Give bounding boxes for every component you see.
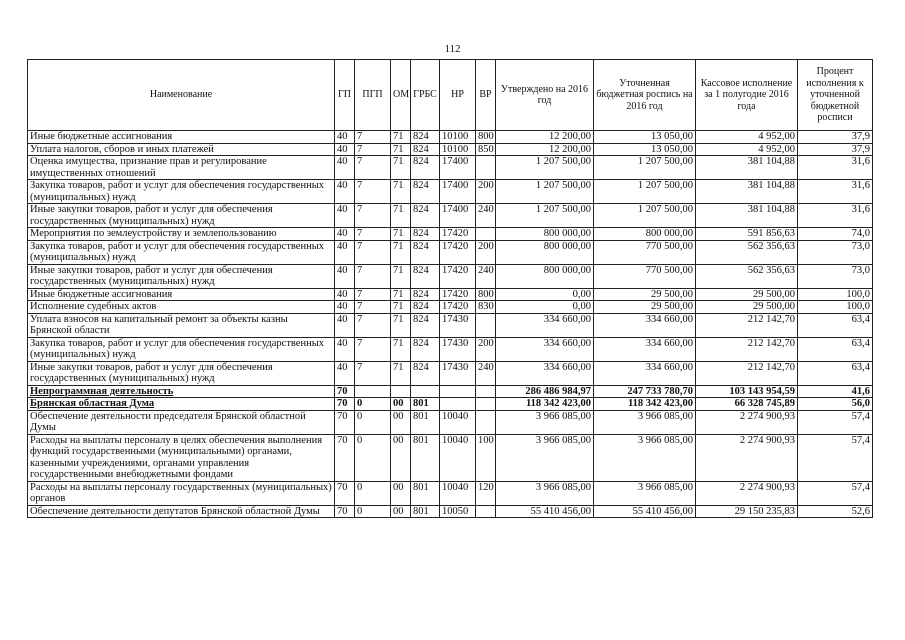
cell-om: 71	[391, 156, 411, 180]
cell-percent: 63,4	[798, 361, 873, 385]
budget-table	[27, 59, 873, 518]
table-row	[28, 180, 873, 204]
cell-vr	[476, 505, 496, 518]
cell-cash: 212 142,70	[696, 361, 798, 385]
cell-np: 17400	[440, 204, 476, 228]
cell-gp: 70	[335, 385, 355, 398]
cell-refined: 3 966 085,00	[594, 481, 696, 505]
cell-grbs: 801	[411, 481, 440, 505]
table-row	[28, 410, 873, 434]
cell-refined: 55 410 456,00	[594, 505, 696, 518]
cell-np: 10050	[440, 505, 476, 518]
cell-approved: 12 200,00	[496, 131, 594, 144]
cell-np: 17420	[440, 228, 476, 241]
cell-name: Мероприятия по землеустройству и землепользованию	[28, 228, 335, 241]
table-row	[28, 337, 873, 361]
cell-name: Непрограммная деятельность	[28, 385, 335, 398]
cell-grbs: 824	[411, 240, 440, 264]
cell-percent: 73,0	[798, 264, 873, 288]
cell-approved: 0,00	[496, 288, 594, 301]
table-row	[28, 288, 873, 301]
cell-np: 17420	[440, 301, 476, 314]
cell-name: Уплата взносов на капитальный ремонт за объекты казны Брянской области	[28, 313, 335, 337]
cell-np	[440, 385, 476, 398]
table-row	[28, 505, 873, 518]
cell-om: 00	[391, 398, 411, 411]
cell-name: Брянская областная Дума	[28, 398, 335, 411]
cell-om: 71	[391, 288, 411, 301]
cell-refined: 3 966 085,00	[594, 434, 696, 481]
cell-ppgp: 7	[355, 288, 391, 301]
cell-refined: 118 342 423,00	[594, 398, 696, 411]
cell-ppgp: 7	[355, 337, 391, 361]
cell-ppgp: 7	[355, 264, 391, 288]
cell-refined: 334 660,00	[594, 361, 696, 385]
table-row	[28, 131, 873, 144]
cell-name: Иные бюджетные ассигнования	[28, 131, 335, 144]
cell-vr: 240	[476, 361, 496, 385]
cell-gp: 70	[335, 410, 355, 434]
cell-np: 17400	[440, 180, 476, 204]
cell-np: 10040	[440, 410, 476, 434]
cell-np: 17400	[440, 156, 476, 180]
table-row	[28, 361, 873, 385]
cell-gp: 40	[335, 143, 355, 156]
cell-cash: 4 952,00	[696, 131, 798, 144]
cell-ppgp: 7	[355, 180, 391, 204]
cell-name: Уплата налогов, сборов и иных платежей	[28, 143, 335, 156]
table-row	[28, 264, 873, 288]
cell-grbs: 801	[411, 410, 440, 434]
cell-cash: 29 150 235,83	[696, 505, 798, 518]
cell-grbs: 801	[411, 398, 440, 411]
cell-ppgp: 7	[355, 204, 391, 228]
cell-np: 17420	[440, 288, 476, 301]
cell-np: 17430	[440, 361, 476, 385]
cell-refined: 29 500,00	[594, 301, 696, 314]
cell-om: 00	[391, 505, 411, 518]
cell-vr: 240	[476, 204, 496, 228]
cell-np: 10040	[440, 481, 476, 505]
cell-refined: 1 207 500,00	[594, 156, 696, 180]
cell-cash: 381 104,88	[696, 180, 798, 204]
header-gp: ГП	[335, 60, 355, 131]
cell-approved: 1 207 500,00	[496, 180, 594, 204]
cell-approved: 3 966 085,00	[496, 434, 594, 481]
cell-refined: 247 733 780,70	[594, 385, 696, 398]
cell-name: Иные закупки товаров, работ и услуг для обеспечения государственных (муниципальных) нужд	[28, 204, 335, 228]
cell-om: 71	[391, 301, 411, 314]
cell-approved: 55 410 456,00	[496, 505, 594, 518]
cell-cash: 29 500,00	[696, 301, 798, 314]
cell-ppgp: 0	[355, 434, 391, 481]
cell-om: 00	[391, 410, 411, 434]
cell-grbs: 824	[411, 337, 440, 361]
cell-gp: 40	[335, 180, 355, 204]
cell-om: 71	[391, 264, 411, 288]
cell-cash: 103 143 954,59	[696, 385, 798, 398]
cell-cash: 212 142,70	[696, 337, 798, 361]
cell-name: Закупка товаров, работ и услуг для обеспечения государственных (муниципальных) нужд	[28, 240, 335, 264]
cell-cash: 212 142,70	[696, 313, 798, 337]
header-cash: Кассовое исполнение за 1 полугодие 2016 года	[696, 60, 798, 131]
table-row	[28, 301, 873, 314]
cell-approved: 1 207 500,00	[496, 204, 594, 228]
cell-refined: 13 050,00	[594, 131, 696, 144]
cell-refined: 334 660,00	[594, 313, 696, 337]
cell-gp: 40	[335, 337, 355, 361]
cell-cash: 381 104,88	[696, 156, 798, 180]
cell-refined: 1 207 500,00	[594, 204, 696, 228]
cell-percent: 73,0	[798, 240, 873, 264]
cell-om: 71	[391, 143, 411, 156]
cell-percent: 57,4	[798, 481, 873, 505]
cell-cash: 66 328 745,89	[696, 398, 798, 411]
cell-refined: 800 000,00	[594, 228, 696, 241]
cell-gp: 40	[335, 204, 355, 228]
cell-percent: 37,9	[798, 143, 873, 156]
cell-gp: 40	[335, 288, 355, 301]
cell-name: Закупка товаров, работ и услуг для обеспечения государственных (муниципальных) нужд	[28, 337, 335, 361]
cell-approved: 0,00	[496, 301, 594, 314]
cell-name: Иные закупки товаров, работ и услуг для обеспечения государственных (муниципальных) нужд	[28, 264, 335, 288]
cell-percent: 56,0	[798, 398, 873, 411]
cell-percent: 37,9	[798, 131, 873, 144]
cell-np: 17430	[440, 337, 476, 361]
cell-name: Закупка товаров, работ и услуг для обеспечения государственных (муниципальных) нужд	[28, 180, 335, 204]
cell-ppgp: 0	[355, 398, 391, 411]
cell-grbs: 824	[411, 204, 440, 228]
cell-ppgp: 7	[355, 301, 391, 314]
cell-refined: 770 500,00	[594, 240, 696, 264]
cell-om: 71	[391, 240, 411, 264]
header-percent: Процент исполнения к уточненной бюджетной росписи	[798, 60, 873, 131]
cell-gp: 40	[335, 264, 355, 288]
cell-vr	[476, 313, 496, 337]
cell-name: Исполнение судебных актов	[28, 301, 335, 314]
cell-om: 71	[391, 204, 411, 228]
cell-grbs: 824	[411, 228, 440, 241]
cell-vr: 200	[476, 180, 496, 204]
cell-grbs: 824	[411, 288, 440, 301]
header-np: НР	[440, 60, 476, 131]
cell-percent: 31,6	[798, 156, 873, 180]
cell-om: 71	[391, 131, 411, 144]
cell-approved: 286 486 984,97	[496, 385, 594, 398]
cell-gp: 40	[335, 313, 355, 337]
cell-np	[440, 398, 476, 411]
header-om: ОМ	[391, 60, 411, 131]
page-number: 112	[444, 43, 461, 55]
cell-name: Иные бюджетные ассигнования	[28, 288, 335, 301]
cell-vr: 200	[476, 240, 496, 264]
cell-gp: 40	[335, 156, 355, 180]
header-grbs: ГРБС	[411, 60, 440, 131]
cell-vr: 830	[476, 301, 496, 314]
table-body	[28, 131, 873, 518]
cell-np: 17420	[440, 264, 476, 288]
cell-gp: 70	[335, 505, 355, 518]
cell-ppgp: 0	[355, 410, 391, 434]
table-row	[28, 385, 873, 398]
cell-name: Расходы на выплаты персоналу в целях обеспечения выполнения функций государственными (муниципальными) органами, казенными учреждениями, органами управления государственными внебюджетными фондами	[28, 434, 335, 481]
cell-ppgp: 7	[355, 143, 391, 156]
header-row	[28, 60, 873, 131]
cell-vr: 200	[476, 337, 496, 361]
cell-cash: 562 356,63	[696, 264, 798, 288]
cell-grbs: 824	[411, 313, 440, 337]
cell-vr: 100	[476, 434, 496, 481]
cell-refined: 13 050,00	[594, 143, 696, 156]
cell-name: Обеспечение деятельности председателя Брянской областной Думы	[28, 410, 335, 434]
cell-np: 10100	[440, 143, 476, 156]
table-row	[28, 434, 873, 481]
cell-grbs: 824	[411, 131, 440, 144]
cell-refined: 1 207 500,00	[594, 180, 696, 204]
header-refined: Уточненная бюджетная роспись на 2016 год	[594, 60, 696, 131]
cell-percent: 31,6	[798, 180, 873, 204]
cell-cash: 591 856,63	[696, 228, 798, 241]
cell-vr	[476, 228, 496, 241]
cell-approved: 3 966 085,00	[496, 410, 594, 434]
cell-vr: 800	[476, 288, 496, 301]
cell-percent: 63,4	[798, 313, 873, 337]
cell-gp: 40	[335, 361, 355, 385]
cell-vr: 120	[476, 481, 496, 505]
cell-gp: 70	[335, 398, 355, 411]
table-row	[28, 398, 873, 411]
cell-grbs: 801	[411, 434, 440, 481]
cell-name: Обеспечение деятельности депутатов Брянской областной Думы	[28, 505, 335, 518]
cell-vr	[476, 410, 496, 434]
cell-om: 71	[391, 228, 411, 241]
cell-gp: 40	[335, 228, 355, 241]
header-approved: Утверждено на 2016 год	[496, 60, 594, 131]
cell-grbs: 824	[411, 143, 440, 156]
cell-approved: 800 000,00	[496, 240, 594, 264]
cell-percent: 74,0	[798, 228, 873, 241]
cell-percent: 52,6	[798, 505, 873, 518]
cell-cash: 2 274 900,93	[696, 434, 798, 481]
cell-cash: 562 356,63	[696, 240, 798, 264]
cell-percent: 63,4	[798, 337, 873, 361]
cell-om: 71	[391, 313, 411, 337]
cell-approved: 12 200,00	[496, 143, 594, 156]
cell-ppgp	[355, 385, 391, 398]
cell-np: 17430	[440, 313, 476, 337]
cell-ppgp: 7	[355, 228, 391, 241]
cell-gp: 70	[335, 481, 355, 505]
cell-percent: 57,4	[798, 410, 873, 434]
header-vr: ВР	[476, 60, 496, 131]
cell-gp: 40	[335, 131, 355, 144]
cell-vr: 800	[476, 131, 496, 144]
cell-np: 17420	[440, 240, 476, 264]
cell-approved: 334 660,00	[496, 361, 594, 385]
cell-grbs: 824	[411, 301, 440, 314]
table-row	[28, 143, 873, 156]
cell-vr: 850	[476, 143, 496, 156]
table-row	[28, 240, 873, 264]
cell-cash: 381 104,88	[696, 204, 798, 228]
cell-cash: 29 500,00	[696, 288, 798, 301]
cell-ppgp: 7	[355, 240, 391, 264]
cell-np: 10040	[440, 434, 476, 481]
cell-np: 10100	[440, 131, 476, 144]
cell-vr	[476, 156, 496, 180]
cell-approved: 334 660,00	[496, 337, 594, 361]
cell-vr	[476, 398, 496, 411]
cell-vr	[476, 385, 496, 398]
cell-approved: 3 966 085,00	[496, 481, 594, 505]
table-row	[28, 313, 873, 337]
table-row	[28, 481, 873, 505]
cell-grbs: 824	[411, 361, 440, 385]
cell-refined: 770 500,00	[594, 264, 696, 288]
cell-refined: 29 500,00	[594, 288, 696, 301]
cell-percent: 100,0	[798, 288, 873, 301]
cell-approved: 800 000,00	[496, 228, 594, 241]
cell-om: 00	[391, 481, 411, 505]
cell-ppgp: 0	[355, 481, 391, 505]
cell-grbs: 801	[411, 505, 440, 518]
header-ppgp: ПГП	[355, 60, 391, 131]
cell-om	[391, 385, 411, 398]
cell-om: 71	[391, 337, 411, 361]
cell-om: 00	[391, 434, 411, 481]
cell-grbs: 824	[411, 264, 440, 288]
cell-percent: 57,4	[798, 434, 873, 481]
cell-approved: 1 207 500,00	[496, 156, 594, 180]
cell-cash: 2 274 900,93	[696, 481, 798, 505]
cell-ppgp: 7	[355, 131, 391, 144]
cell-grbs: 824	[411, 156, 440, 180]
cell-om: 71	[391, 361, 411, 385]
cell-cash: 2 274 900,93	[696, 410, 798, 434]
cell-gp: 40	[335, 240, 355, 264]
cell-vr: 240	[476, 264, 496, 288]
cell-percent: 31,6	[798, 204, 873, 228]
cell-percent: 100,0	[798, 301, 873, 314]
cell-grbs: 824	[411, 180, 440, 204]
cell-gp: 70	[335, 434, 355, 481]
cell-gp: 40	[335, 301, 355, 314]
cell-ppgp: 7	[355, 313, 391, 337]
cell-name: Иные закупки товаров, работ и услуг для обеспечения государственных (муниципальных) нужд	[28, 361, 335, 385]
cell-ppgp: 7	[355, 361, 391, 385]
header-name: Наименование	[28, 60, 335, 131]
cell-refined: 3 966 085,00	[594, 410, 696, 434]
cell-name: Расходы на выплаты персоналу государственных (муниципальных) органов	[28, 481, 335, 505]
cell-grbs	[411, 385, 440, 398]
cell-ppgp: 0	[355, 505, 391, 518]
cell-percent: 41,6	[798, 385, 873, 398]
cell-name: Оценка имущества, признание прав и регулирование имущественных отношений	[28, 156, 335, 180]
table-row	[28, 228, 873, 241]
cell-refined: 334 660,00	[594, 337, 696, 361]
cell-om: 71	[391, 180, 411, 204]
cell-approved: 800 000,00	[496, 264, 594, 288]
cell-ppgp: 7	[355, 156, 391, 180]
table-row	[28, 204, 873, 228]
cell-approved: 118 342 423,00	[496, 398, 594, 411]
cell-cash: 4 952,00	[696, 143, 798, 156]
table-row	[28, 156, 873, 180]
cell-approved: 334 660,00	[496, 313, 594, 337]
